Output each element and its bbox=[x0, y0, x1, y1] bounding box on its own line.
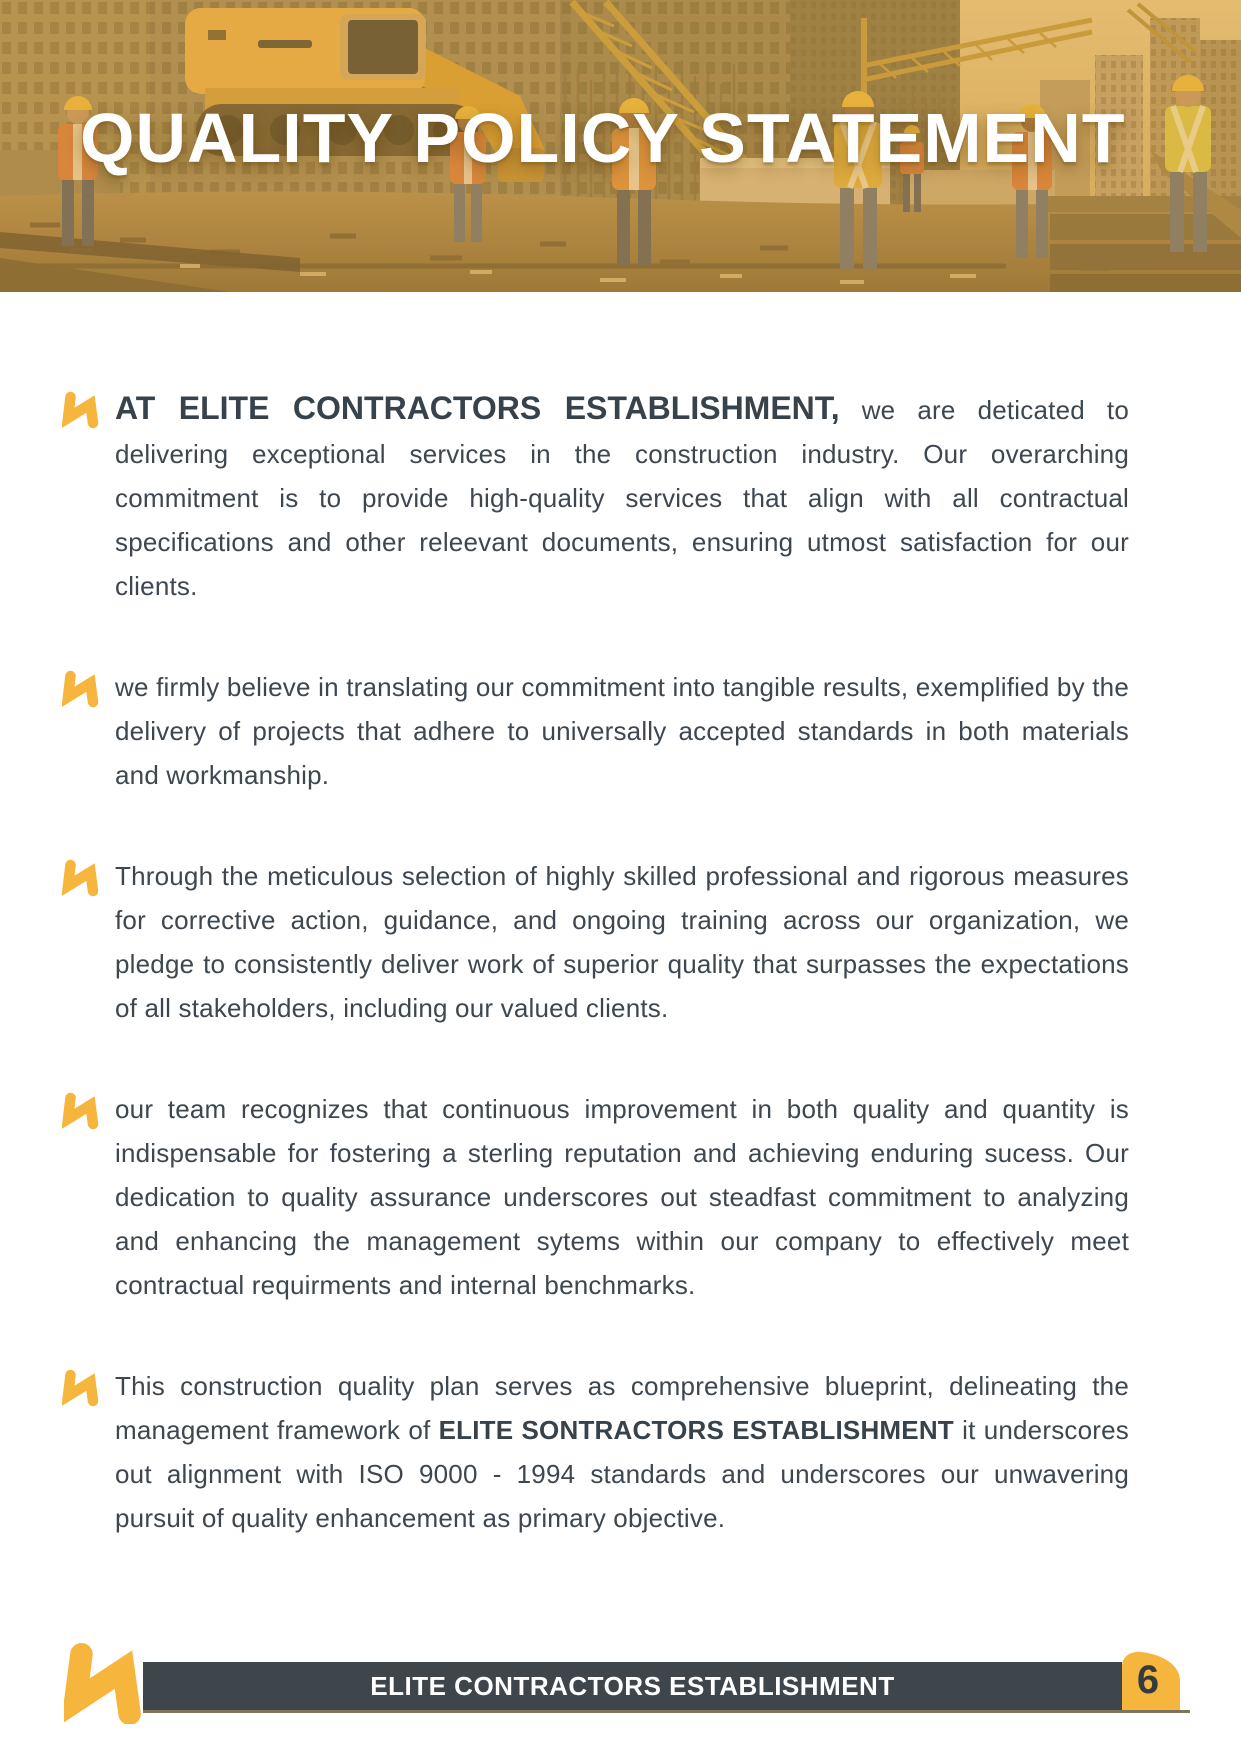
n-logo-icon bbox=[64, 1642, 146, 1724]
paragraph-inline-bold: ELITE SONTRACTORS ESTABLISHMENT bbox=[438, 1415, 954, 1445]
policy-paragraph bbox=[62, 386, 1129, 608]
paragraph-text: Through the meticulous selection of highly skilled professional and rigorous measures for corrective action, guidance, and ongoing training across our organization, we pledge to consistently deliver work of superior quality that surpasses the expectations of all stakeholders, including our valued clients. bbox=[115, 861, 1129, 1023]
construction-hero-image bbox=[0, 0, 1241, 292]
policy-content bbox=[0, 292, 1241, 1597]
page-number: 6 bbox=[1136, 1658, 1160, 1702]
policy-paragraph bbox=[62, 1087, 1129, 1307]
paragraph-body: we are deticated to delivering exceptional services in the construction industry. Our overarching commitment is to provide high-quality services that align with all contractual specifications and other releevant documents, ensuring utmost satisfaction for our clients. bbox=[115, 395, 1129, 601]
policy-paragraph bbox=[62, 665, 1129, 797]
n-logo-icon bbox=[62, 1364, 115, 1407]
paragraph-body: it underscores out alignment with ISO 9000 - 1994 standards and underscores our unwavering pursuit of quality enhancement as primary objective. bbox=[115, 1415, 1129, 1533]
paragraph-text: we firmly believe in translating our commitment into tangible results, exemplified by the delivery of projects that adhere to universally accepted standards in both materials and workmanship. bbox=[115, 672, 1129, 790]
paragraph-text: our team recognizes that continuous improvement in both quality and quantity is indispensable for fostering a sterling reputation and achieving enduring sucess. Our dedication to quality assurance underscores out steadfast commitment to analyzing and enhancing the management sytems within our company to effectively meet contractual requirments and internal benchmarks. bbox=[115, 1094, 1129, 1300]
policy-paragraph bbox=[62, 1364, 1129, 1540]
page-number-tab bbox=[1122, 1648, 1182, 1710]
n-logo-icon bbox=[62, 854, 115, 897]
paragraph-body: This construction quality plan serves as comprehensive blueprint, delineating the management framework of bbox=[115, 1371, 1129, 1445]
footer-company-name: ELITE CONTRACTORS ESTABLISHMENT bbox=[370, 1670, 895, 1701]
n-logo-icon bbox=[62, 386, 115, 429]
footer-divider bbox=[143, 1710, 1190, 1713]
n-logo-icon bbox=[62, 665, 115, 708]
page-title: QUALITY POLICY STATEMENT bbox=[80, 99, 1126, 177]
policy-paragraph bbox=[62, 854, 1129, 1030]
paragraph-lead-bold: AT ELITE CONTRACTORS ESTABLISHMENT, bbox=[115, 390, 840, 426]
footer-bar bbox=[143, 1662, 1122, 1710]
paragraph-text bbox=[115, 1364, 1129, 1540]
n-logo-icon bbox=[62, 1087, 115, 1130]
paragraph-text bbox=[115, 386, 1129, 608]
